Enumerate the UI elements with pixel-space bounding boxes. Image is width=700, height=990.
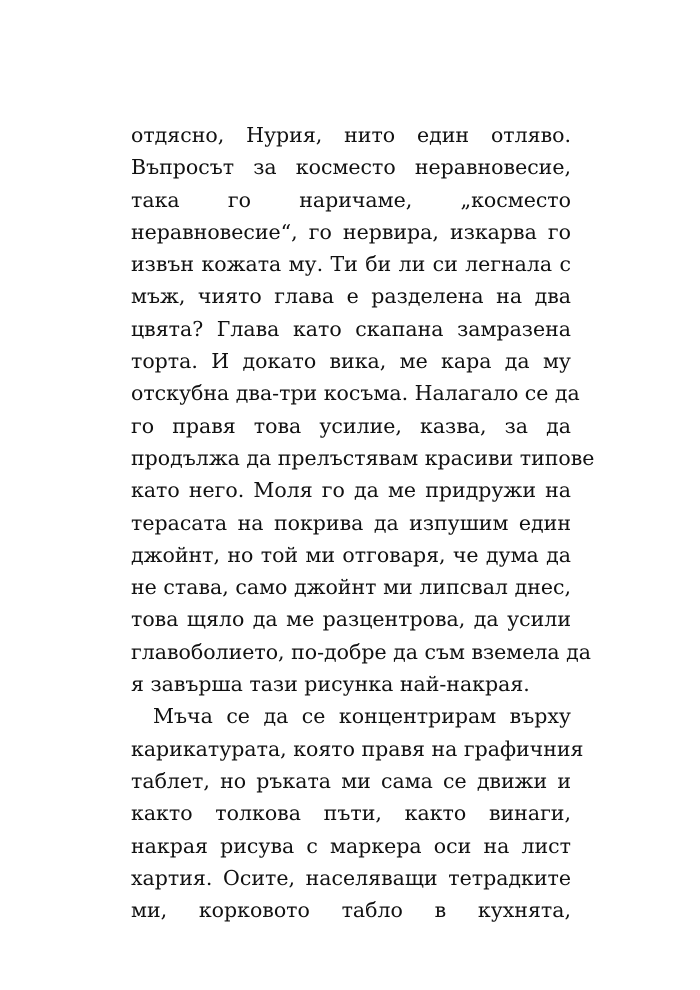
text-line: карикатурата, която правя на графичния (131, 736, 584, 761)
text-line: извън кожата му. Ти би ли си легнала с (131, 252, 571, 277)
text-line: таблет, но ръката ми сама се движи и (131, 768, 571, 793)
text-line: главоболието, по-добре да съм вземела да (131, 639, 591, 664)
text-line: отдясно, Нурия, нито един отляво. (131, 123, 571, 147)
paragraph-first-line: Мъча се да се концентрирам върху (153, 704, 571, 729)
text-line: мъж, чиято глава е разделена на два (131, 284, 571, 309)
text-line: не става, само джойнт ми липсвал днес, (131, 575, 571, 600)
text-line: джойнт, но той ми отговаря, че дума да (131, 542, 571, 567)
text-line: терасата на покрива да изпушим един (131, 510, 571, 535)
text-line: цвята? Глава като скапана замразена (131, 316, 571, 341)
text-line: както толкова пъти, както винаги, (131, 801, 571, 826)
text-line: ми, корковото табло в кухнята, (131, 898, 571, 923)
paragraph-last-line: я завърша тази рисунка най-накрая. (131, 672, 530, 697)
body-text (131, 119, 595, 926)
text-line: като него. Моля го да ме придружи на (131, 478, 571, 503)
text-line: Въпросът за косместо неравновесие, (131, 155, 571, 180)
text-line: торта. И докато вика, ме кара да му (131, 349, 571, 374)
text-line: неравновесие“, го нервира, изкарва го (131, 219, 571, 244)
text-line: така го наричаме, „косместо (131, 187, 571, 212)
text-line: това щяло да ме разцентрова, да усили (131, 607, 571, 632)
text-line: отскубна два-три косъма. Налагало се да (131, 381, 580, 406)
text-line: продължа да прелъстявам красиви типове (131, 445, 595, 470)
text-line: го правя това усилие, казва, за да (131, 413, 571, 438)
text-line: хартия. Осите, населяващи тетрадките (131, 865, 571, 890)
text-line: накрая рисува с маркера оси на лист (131, 833, 571, 858)
